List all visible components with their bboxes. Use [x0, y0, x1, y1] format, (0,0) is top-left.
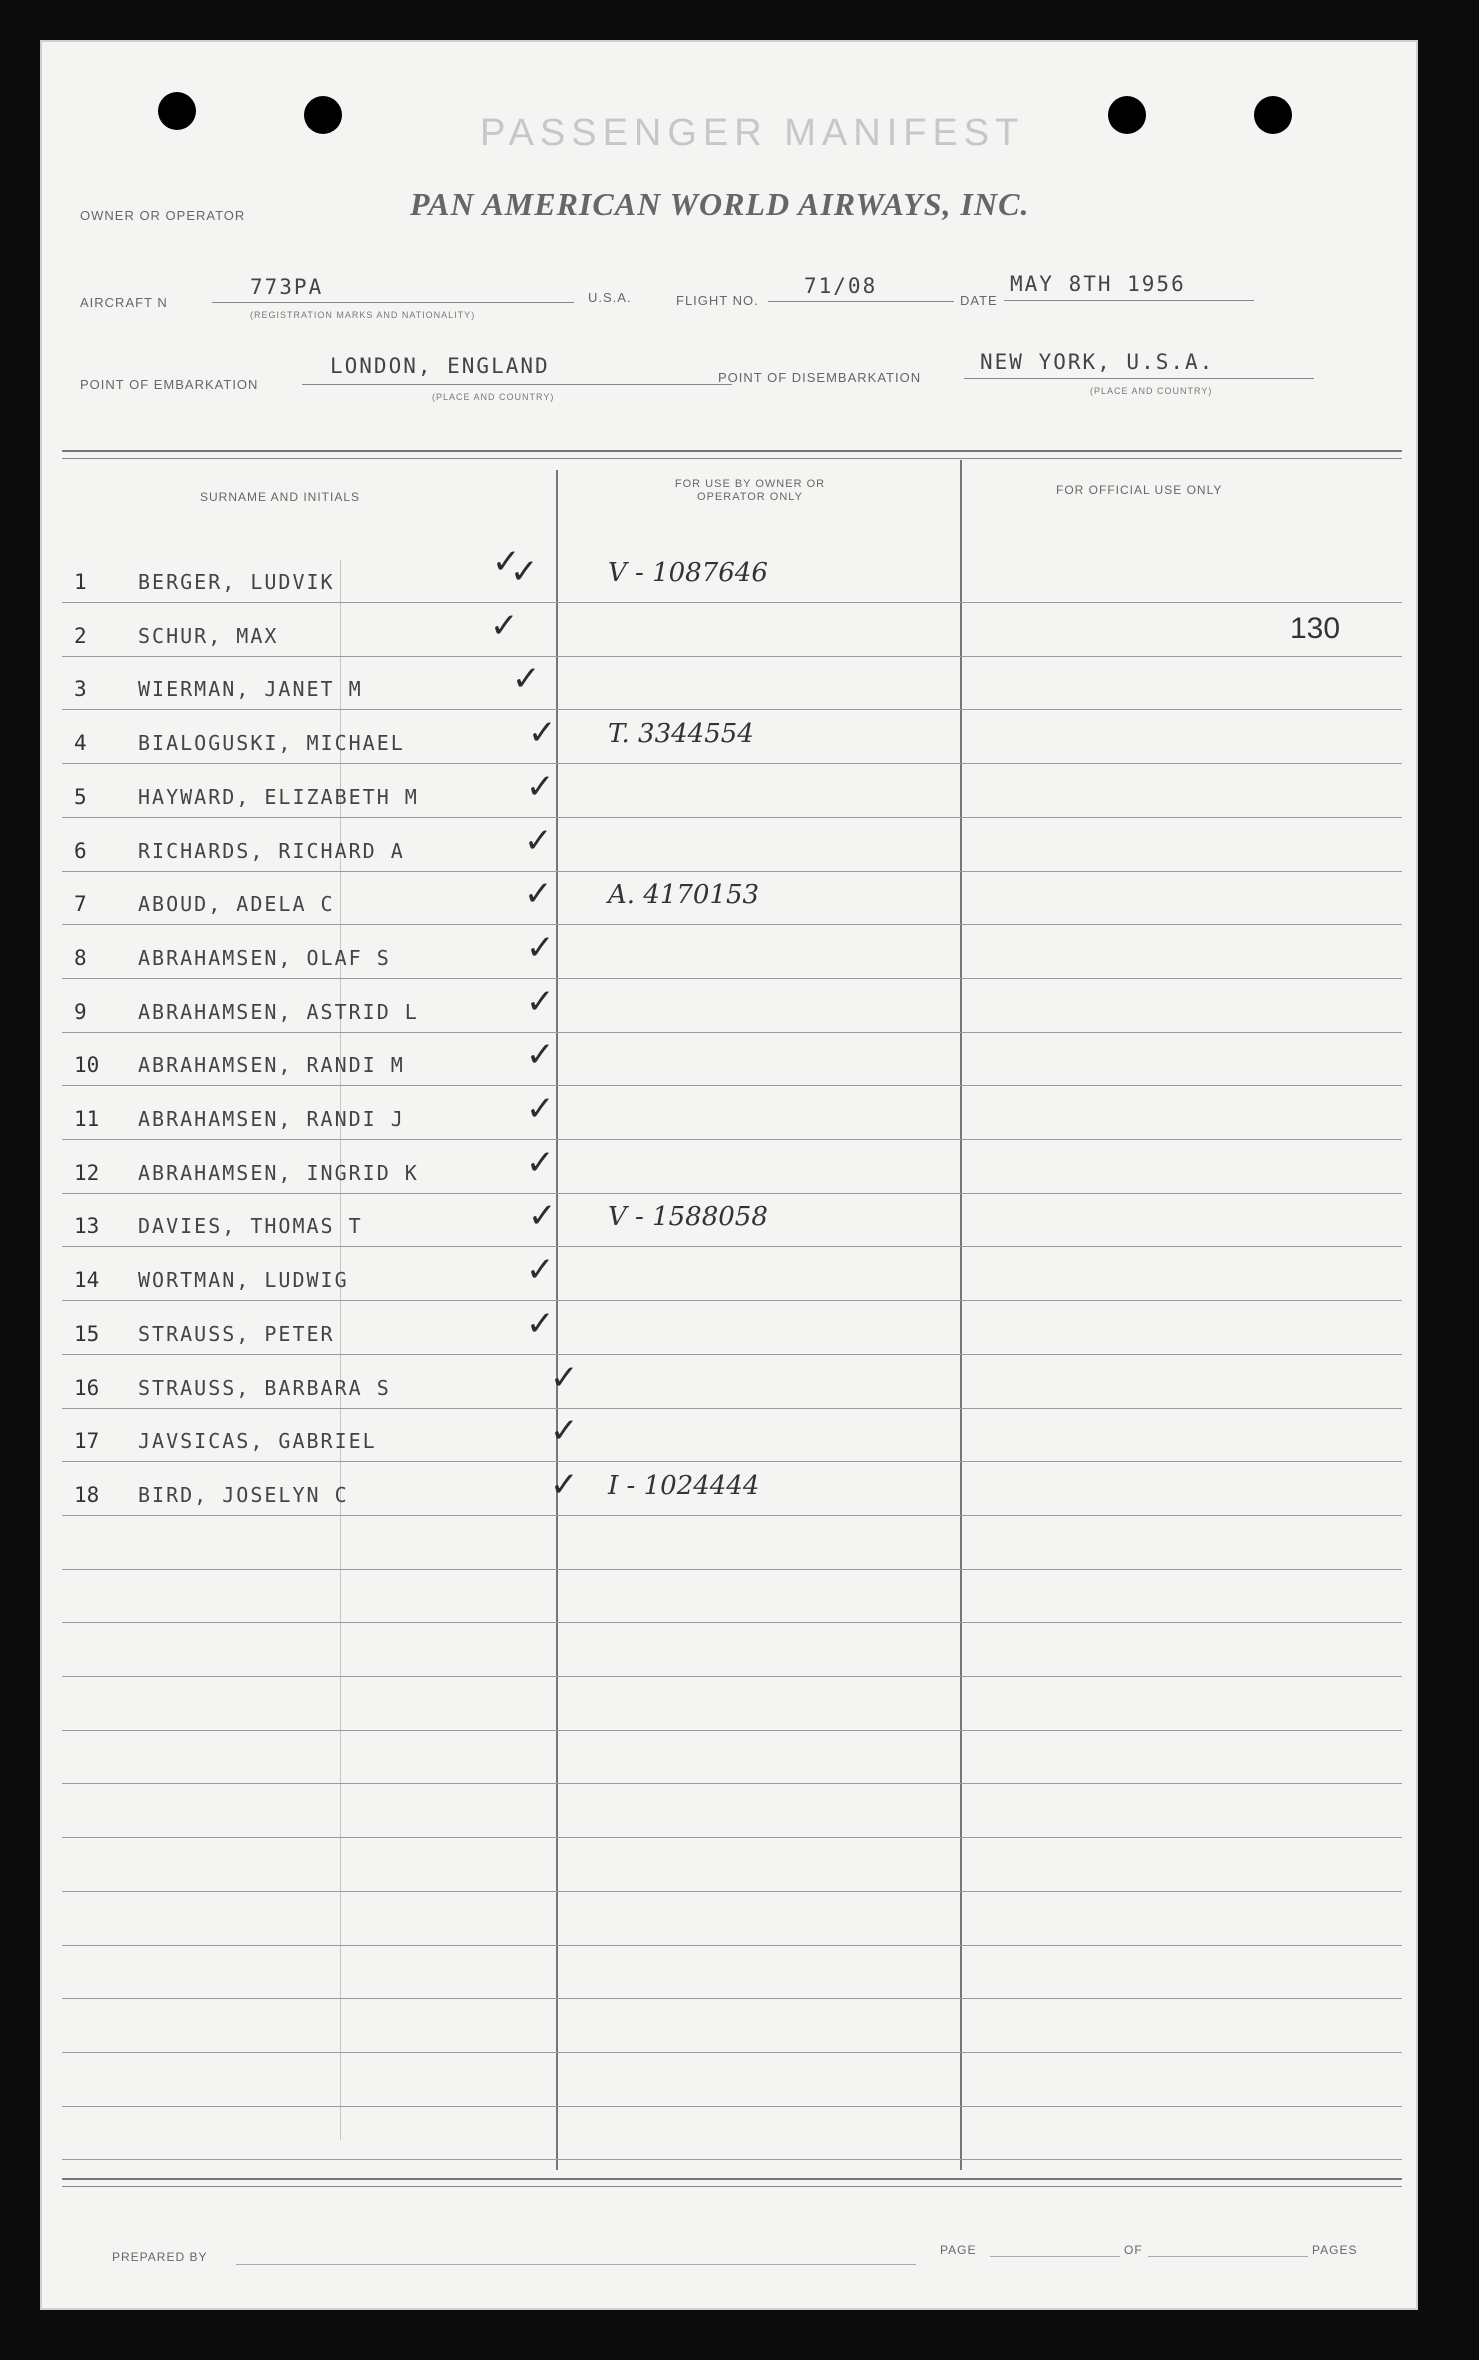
passenger-name: WIERMAN, JANET M — [138, 677, 363, 702]
prepared-by-label: PREPARED BY — [112, 2250, 208, 2264]
passenger-name: ABRAHAMSEN, OLAF S — [138, 945, 391, 970]
passenger-name: DAVIES, THOMAS T — [138, 1214, 363, 1239]
passenger-name: WORTMAN, LUDWIG — [138, 1268, 349, 1293]
check-mark-icon: ✓ — [528, 1196, 557, 1237]
row-rule — [62, 1354, 1402, 1355]
form-title: PASSENGER MANIFEST — [480, 112, 1025, 154]
row-rule — [62, 924, 1402, 925]
row-number: 17 — [74, 1429, 100, 1454]
usa-label: U.S.A. — [588, 290, 632, 305]
owner-note: V - 1087646 — [608, 558, 768, 588]
of-underline — [1148, 2256, 1308, 2257]
row-rule — [62, 1730, 1402, 1731]
row-rule — [62, 602, 1402, 603]
check-mark-icon: ✓ — [524, 874, 553, 915]
passenger-name: STRAUSS, PETER — [138, 1321, 335, 1346]
row-rule — [62, 1783, 1402, 1784]
row-number: 16 — [74, 1375, 100, 1400]
owner-note: T. 3344554 — [608, 719, 754, 750]
owner-note: I - 1024444 — [608, 1470, 760, 1501]
row-number: 14 — [74, 1268, 100, 1293]
punch-hole-icon — [158, 92, 196, 130]
row-number: 7 — [74, 892, 87, 917]
passenger-name: HAYWARD, ELIZABETH M — [138, 784, 419, 809]
embarkation-label: POINT OF EMBARKATION — [80, 377, 259, 392]
row-number: 2 — [74, 623, 87, 648]
aircraft-label: AIRCRAFT N — [80, 295, 168, 310]
punch-hole-icon — [1254, 96, 1292, 134]
row-number: 5 — [74, 784, 87, 809]
row-number: 18 — [74, 1482, 100, 1507]
row-rule — [62, 1622, 1402, 1623]
place-caption-right: (PLACE AND COUNTRY) — [1090, 386, 1213, 396]
row-number: 11 — [74, 1107, 100, 1131]
passenger-name: ABRAHAMSEN, RANDI J — [138, 1107, 405, 1131]
row-number: 4 — [74, 731, 87, 756]
row-rule — [62, 978, 1402, 979]
owner-name: PAN AMERICAN WORLD AIRWAYS, INC. — [410, 186, 1030, 222]
row-number: 13 — [74, 1214, 100, 1239]
row-rule — [62, 871, 1402, 872]
row-number: 12 — [74, 1160, 100, 1185]
check-mark-icon: ✓ — [526, 1142, 555, 1183]
passenger-name: ABRAHAMSEN, ASTRID L — [138, 999, 419, 1024]
row-rule — [62, 1032, 1402, 1033]
row-rule — [62, 1193, 1402, 1194]
row-rule — [62, 1300, 1402, 1301]
owner-note: V - 1588058 — [608, 1202, 768, 1233]
passenger-name: ABRAHAMSEN, INGRID K — [138, 1160, 419, 1185]
row-rule — [62, 1246, 1402, 1247]
check-mark-icon: ✓ — [526, 766, 555, 807]
row-rule — [62, 1139, 1402, 1140]
table-bottom-rule-2 — [62, 2186, 1402, 2187]
prepared-by-underline — [236, 2264, 916, 2265]
passenger-name: RICHARDS, RICHARD A — [138, 838, 405, 863]
embarkation-underline — [302, 384, 732, 385]
row-rule — [62, 1837, 1402, 1838]
row-number: 3 — [74, 677, 87, 702]
owner-label: OWNER OR OPERATOR — [80, 208, 246, 223]
row-number: 1 — [74, 570, 87, 594]
passenger-name: JAVSICAS, GABRIEL — [138, 1429, 377, 1454]
check-mark-icon: ✓ — [528, 713, 557, 754]
row-rule — [62, 709, 1402, 710]
check-mark-icon: ✓ — [526, 927, 555, 968]
pages-label: PAGES — [1312, 2243, 1358, 2257]
check-mark-icon: ✓ — [550, 1357, 579, 1398]
check-mark-icon: ✓ — [550, 1411, 579, 1452]
table-bottom-rule — [62, 2178, 1402, 2180]
row-rule — [62, 817, 1402, 818]
check-mark-icon: ✓ — [550, 1464, 579, 1505]
row-rule — [62, 1461, 1402, 1462]
page-underline — [990, 2256, 1120, 2257]
passenger-name: BERGER, LUDVIK — [138, 570, 335, 594]
col-header-surname: SURNAME AND INITIALS — [200, 490, 361, 504]
passenger-name: ABRAHAMSEN, RANDI M — [138, 1053, 405, 1078]
date-value: MAY 8TH 1956 — [1010, 272, 1186, 296]
check-mark-icon: ✓ — [526, 981, 555, 1022]
row-rule — [62, 1676, 1402, 1677]
check-mark-icon: ✓ — [524, 820, 553, 861]
row-rule — [62, 1515, 1402, 1516]
place-caption-left: (PLACE AND COUNTRY) — [432, 392, 555, 402]
row-rule — [62, 1891, 1402, 1892]
date-underline — [1004, 300, 1254, 301]
punch-hole-icon — [304, 96, 342, 134]
col-header-official-use: FOR OFFICIAL USE ONLY — [1056, 483, 1223, 497]
disembarkation-label: POINT OF DISEMBARKATION — [718, 370, 922, 385]
of-label: OF — [1124, 2243, 1143, 2257]
row-rule — [62, 2159, 1402, 2160]
check-mark-icon: ✓ — [526, 1089, 555, 1129]
row-number: 6 — [74, 838, 87, 863]
row-rule — [62, 2052, 1402, 2053]
registration-caption: (REGISTRATION MARKS AND NATIONALITY) — [250, 310, 476, 320]
manifest-sheet — [40, 40, 1418, 2310]
row-rule — [62, 763, 1402, 764]
check-mark-icon: ✓ — [510, 552, 539, 592]
passenger-name: ABOUD, ADELA C — [138, 892, 335, 917]
passenger-name: BIALOGUSKI, MICHAEL — [138, 731, 405, 756]
passenger-name: STRAUSS, BARBARA S — [138, 1375, 391, 1400]
embarkation-value: LONDON, ENGLAND — [330, 354, 550, 378]
column-divider-official — [960, 460, 962, 2170]
col-header-owner-use: FOR USE BY OWNER OR OPERATOR ONLY — [674, 478, 826, 503]
row-rule — [62, 1569, 1402, 1570]
check-mark-icon: ✓ — [526, 1250, 555, 1291]
check-mark-icon: ✓ — [526, 1035, 555, 1076]
table-top-rule-2 — [62, 458, 1402, 459]
row-rule — [62, 1998, 1402, 1999]
row-number: 8 — [74, 945, 87, 970]
row-rule — [62, 656, 1402, 657]
row-number: 15 — [74, 1321, 100, 1346]
flight-value: 71/08 — [804, 274, 878, 298]
aircraft-underline — [212, 302, 574, 303]
disembarkation-underline — [964, 378, 1314, 379]
aircraft-value: 773PA — [250, 275, 324, 299]
row-number: 9 — [74, 999, 87, 1024]
disembarkation-value: NEW YORK, U.S.A. — [980, 350, 1215, 374]
page-label: PAGE — [940, 2243, 977, 2257]
punch-hole-icon — [1108, 96, 1146, 134]
table-top-rule — [62, 450, 1402, 452]
check-mark-icon: ✓ — [512, 659, 541, 700]
row-rule — [62, 1085, 1402, 1086]
official-note: 130 — [1290, 611, 1341, 645]
date-label: DATE — [960, 293, 998, 308]
check-mark-icon: ✓ — [526, 1303, 555, 1344]
check-mark-icon: ✓ — [490, 605, 519, 646]
flight-underline — [768, 301, 954, 302]
passenger-name: SCHUR, MAX — [138, 623, 279, 648]
row-rule — [62, 2106, 1402, 2107]
passenger-name: BIRD, JOSELYN C — [138, 1482, 349, 1507]
row-rule — [62, 1408, 1402, 1409]
row-number: 10 — [74, 1053, 100, 1078]
check-mark-icon: ✓ — [492, 542, 521, 582]
owner-note: A. 4170153 — [608, 880, 760, 911]
row-rule — [62, 1945, 1402, 1946]
flight-label: FLIGHT NO. — [676, 293, 759, 308]
